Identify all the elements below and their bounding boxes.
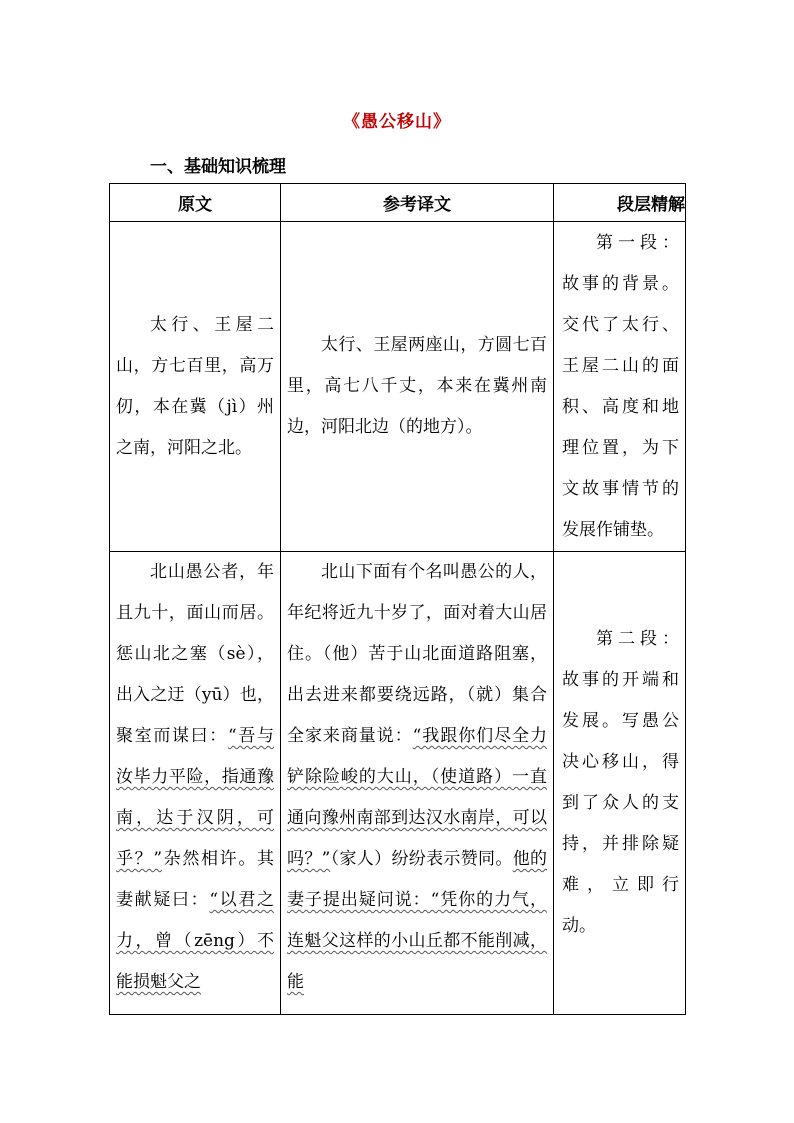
- analysis-text: 第一段：故事的背景。交代了太行、王屋二山的面积、高度和地理位置，为下文故事情节的发展作铺垫。: [562, 232, 679, 540]
- cell-original: [110, 552, 281, 1015]
- original-text: 太行、王屋二山，方七百里，高万仞，本在冀（jì）州之南，河阳之北。: [116, 314, 274, 458]
- translation-part: 北山下面有个名叫愚公的人，年纪将近九十岁了，面对着大山居住。（他）苦于山北面道路阻塞，出去进来都要绕远路，（就）集合全家来商量说：: [287, 562, 547, 746]
- cell-analysis: [554, 222, 686, 552]
- translation-underlined-part: “我跟你们尽全力铲除险峻的大山，（使道路）一直通向豫州南部到达汉水南岸，可以吗？”: [287, 726, 547, 869]
- header-translation: 参考译文: [281, 184, 554, 222]
- original-part: 北山愚公者，年且九十，面山而居。惩山北之塞（sè），出入之迂（yū）也，聚室而谋曰：: [116, 562, 274, 746]
- document-title: 《愚公移山》: [343, 112, 451, 132]
- header-analysis: 段层精解: [554, 184, 686, 222]
- translation-part: （家人）纷纷表示赞同。: [330, 849, 513, 869]
- cell-analysis: [554, 552, 686, 1015]
- translation-underlined-part: 他的妻子提出疑问说：“凭你的力气，连魁父这样的小山丘都不能削减，能: [287, 849, 548, 992]
- analysis-text: 第二段：故事的开端和发展。写愚公决心移山，得到了众人的支持，并排除疑难，立即行动。: [562, 629, 679, 936]
- cell-translation: [281, 552, 554, 1015]
- table-row: [110, 552, 686, 1015]
- original-underlined-part: “吾与汝毕力平险，指通豫南，达于汉阴，可乎？”: [116, 726, 274, 869]
- translation-text: [281, 552, 553, 1003]
- original-underlined-part: “以君之力，曾（zēng）不能损魁父之: [116, 890, 274, 992]
- table-row: [110, 222, 686, 552]
- original-text: [110, 552, 280, 1003]
- content-table: [109, 183, 686, 1015]
- table-header-row: [110, 184, 686, 222]
- original-part: 杂然相许。其妻献疑曰：: [116, 849, 274, 910]
- section-heading: 一、基础知识梳理: [150, 157, 286, 177]
- header-original: 原文: [110, 184, 281, 222]
- translation-text: 太行、王屋两座山，方圆七百里，高七八千丈，本来在冀州南边，河阳北边（的地方）。: [287, 335, 547, 437]
- cell-translation: [281, 222, 554, 552]
- cell-original: [110, 222, 281, 552]
